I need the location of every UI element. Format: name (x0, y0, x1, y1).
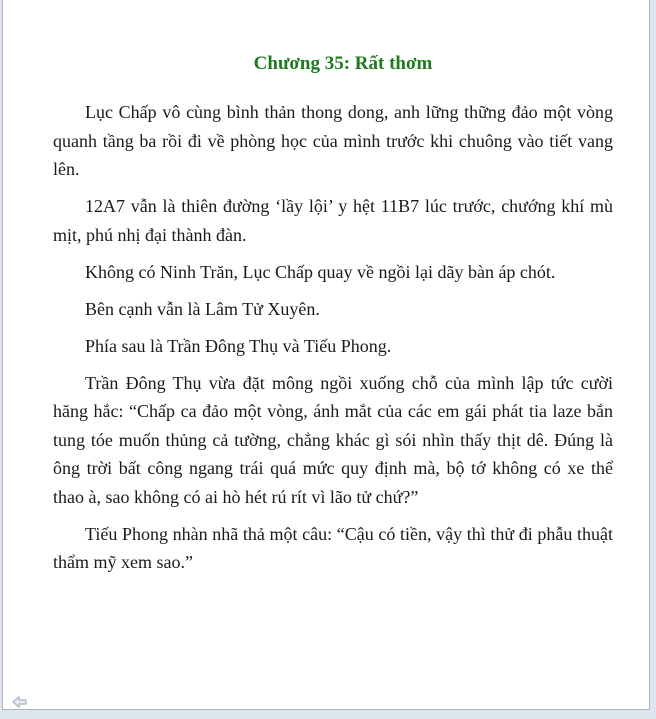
paragraph: Bên cạnh vẫn là Lâm Tử Xuyên. (85, 298, 320, 319)
chapter-title: Chương 35: Rất thơm (253, 53, 433, 74)
paragraph: Lục Chấp vô cùng bình thản thong dong, anh lững thững đảo một vòng quanh tầng ba rồi đi về phòng học của mình trước khi chuông vào tiết vang lên. (53, 102, 613, 179)
paragraph: Tiếu Phong nhàn nhã thả một câu: “Cậu có tiền, vậy thì thử đi phẫu thuật thẩm mỹ xem sao.” (53, 523, 613, 572)
paragraph: Phía sau là Trần Đông Thụ và Tiếu Phong. (85, 335, 392, 356)
paragraph: Không có Ninh Trăn, Lục Chấp quay về ngồi lại dãy bàn áp chót. (85, 261, 556, 282)
paragraph: Trần Đông Thụ vừa đặt mông ngồi xuống chỗ của mình lập tức cười hăng hắc: “Chấp ca đảo một vòng, ánh mắt của các em gái phát tia laze bắn tung tóe muốn thủng cả tường, chẳng khác gì sói nhìn thấy thịt dê. Đúng là ông trời bất công ngang trái quá mức quy định mà, bộ tớ không có xe thể thao à, sao không có ai hò hét rú rít vì lão tử chứ?” (53, 372, 613, 507)
window-bottom-bar (0, 710, 656, 719)
document-page (2, 0, 650, 710)
paragraph: 12A7 vẫn là thiên đường ‘lầy lội’ y hệt 11B7 lúc trước, chướng khí mù mịt, phú nhị đại thành đàn. (53, 196, 613, 245)
page-content (53, 44, 613, 585)
back-arrow-icon[interactable] (12, 695, 28, 709)
